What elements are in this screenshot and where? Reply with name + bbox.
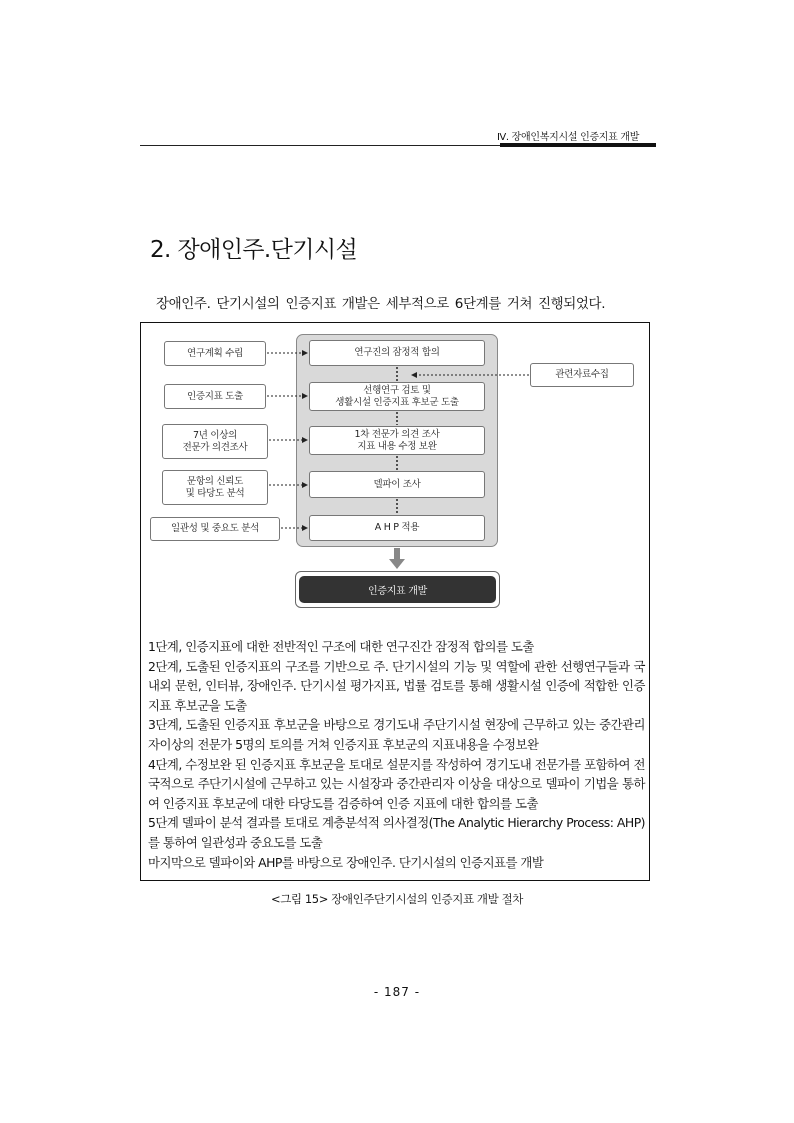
center-box-delphi: 델파이 조사 [309, 471, 485, 498]
description-step: 4단계, 수정보완 된 인증지표 후보군을 토대로 설문지를 작성하여 경기도내 전문가를 포함하여 전국적으로 주단기시설에 근무하고 있는 시설장과 중간관리자 이상을 대상으로 델파이 기법을 통하여 인증지표 후보군에 대한 타당도를 검증하여 인증 지표에 대한 합의를 도출 [148, 756, 645, 811]
result-box-indicator-development: 인증지표 개발 [299, 576, 496, 603]
description-step: 5단계 델파이 분석 결과를 토대로 계층분석적 의사결정(The Analytic Hierarchy Process: AHP)를 통하여 일관성과 중요도를 도출 [148, 815, 645, 850]
left-box-indicator-derivation: 인증지표 도출 [164, 384, 266, 409]
left-box-expert-survey: 7년 이상의 전문가 의견조사 [162, 424, 268, 459]
intro-paragraph: 장애인주. 단기시설의 인증지표 개발은 세부적으로 6단계를 거쳐 진행되었다. [156, 296, 606, 312]
center-box-ahp: A H P 적용 [309, 515, 485, 541]
figure-caption: <그림 15> 장애인주단기시설의 인증지표 개발 절차 [270, 892, 524, 906]
center-box-literature-review: 선행연구 검토 및 생활시설 인증지표 후보군 도출 [309, 382, 485, 411]
procedure-description [148, 637, 645, 872]
description-step: 2단계, 도출된 인증지표의 구조를 기반으로 주. 단기시설의 기능 및 역할에 관한 선행연구들과 국내외 문헌, 인터뷰, 장애인주. 단기시설 평가지표, 법률 검토를 통해 생활시설 인증에 적합한 인증지표 후보군을 도출 [148, 658, 645, 713]
running-header: Ⅳ. 장애인복지시설 인증지표 개발 [497, 132, 640, 143]
description-step: 1단계, 인증지표에 대한 전반적인 구조에 대한 연구진간 잠정적 합의를 도출 [148, 639, 534, 654]
center-box-first-survey: 1차 전문가 의견 조사 지표 내용 수정 보완 [309, 426, 485, 455]
right-box-data-collection: 관련자료수집 [530, 363, 634, 387]
left-box-reliability-analysis: 문항의 신뢰도 및 타당도 분석 [162, 470, 268, 505]
description-step: 마지막으로 델파이와 AHP를 바탕으로 장애인주. 단기시설의 인증지표를 개발 [148, 854, 544, 870]
section-title: 2. 장애인주.단기시설 [150, 237, 358, 263]
left-box-consistency-analysis: 일관성 및 중요도 분석 [150, 517, 280, 541]
page-number: - 187 - [373, 985, 421, 999]
center-box-consensus: 연구진의 잠정적 합의 [309, 340, 485, 366]
description-step: 3단계, 도출된 인증지표 후보군을 바탕으로 경기도내 주단기시설 현장에 근무하고 있는 중간관리자이상의 전문가 5명의 토의를 거쳐 인증지표 후보군의 지표내용을 수정보완 [148, 717, 645, 752]
left-box-research-plan: 연구계획 수립 [164, 341, 266, 366]
